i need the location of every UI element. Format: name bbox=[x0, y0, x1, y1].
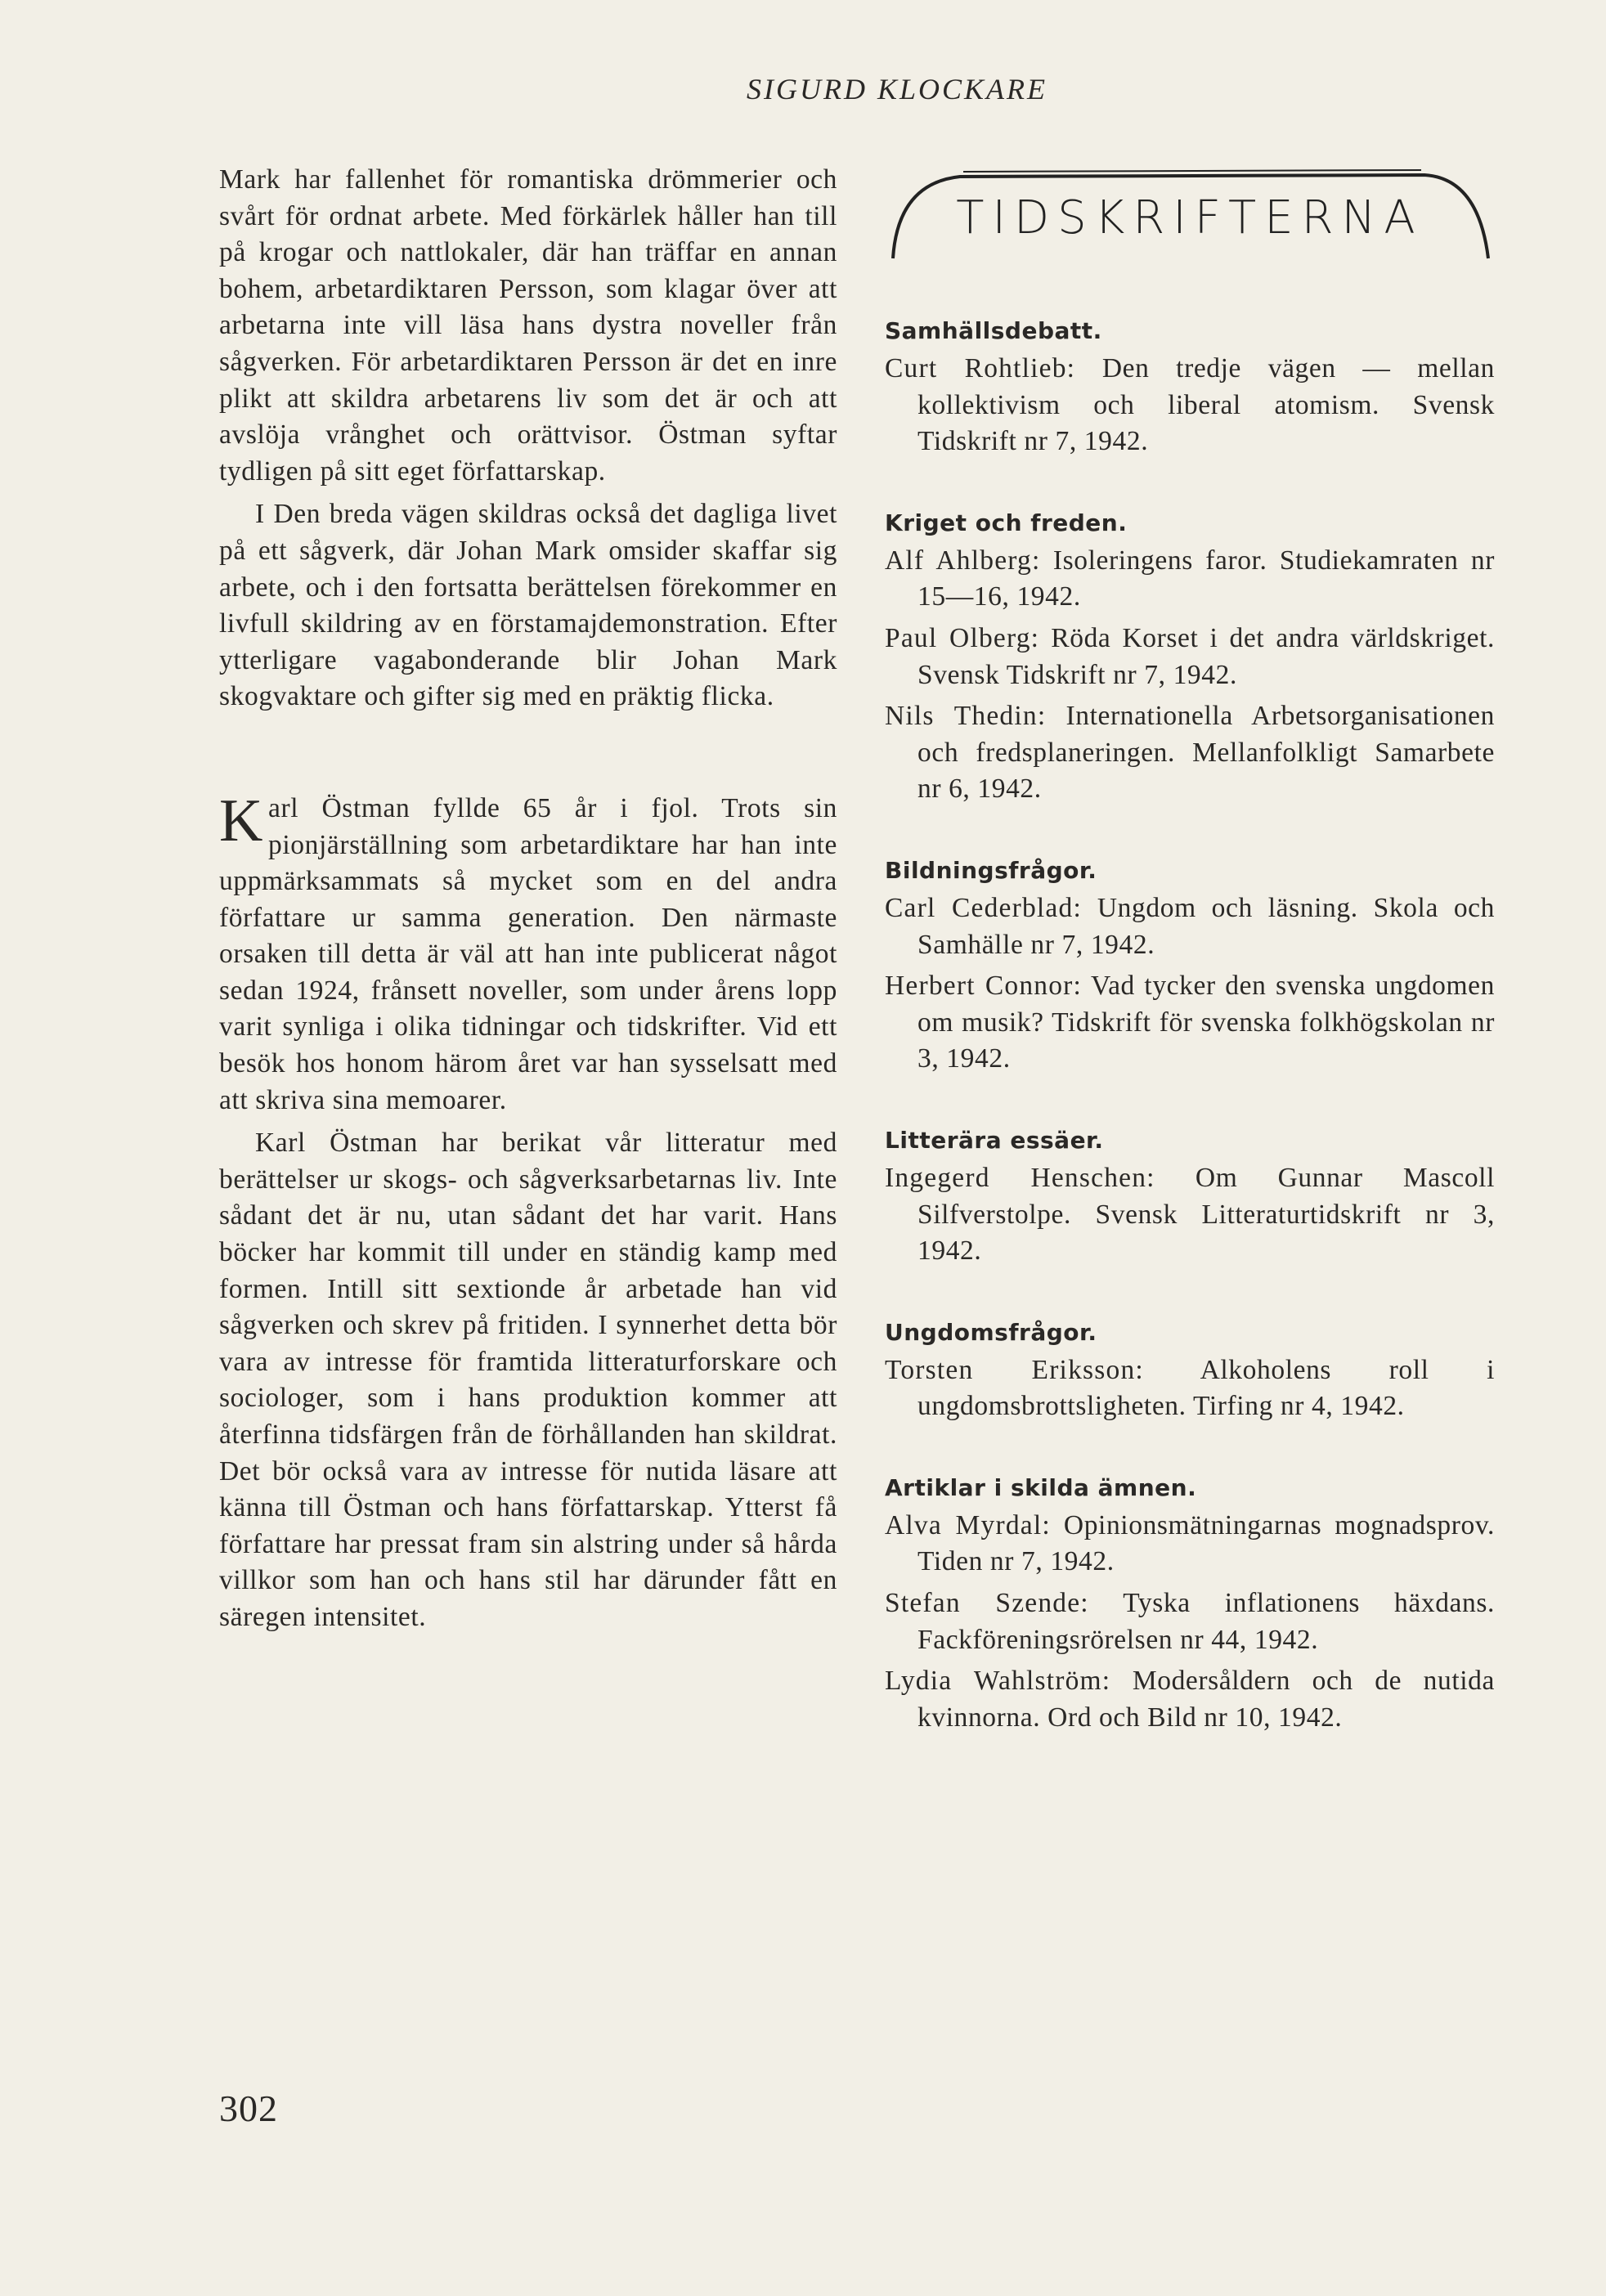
entry-text: Opinionsmätningarnas mognadsprov. Tiden nr 7, 1942. bbox=[917, 1509, 1496, 1577]
entry-author: Paul Olberg: bbox=[885, 622, 1040, 653]
entry-author: Carl Cederblad: bbox=[885, 892, 1082, 923]
entry-text: Internationella Arbetsorganisationen och fredsplaneringen. Mellanfolkligt Samarbete nr 6, 1942. bbox=[917, 701, 1495, 805]
category-heading: Ungdomsfrågor. bbox=[885, 1318, 1097, 1346]
category-section bbox=[885, 1127, 1495, 1270]
entry-author: Stefan Szende: bbox=[885, 1588, 1089, 1619]
entry-text: Ungdom och läsning. Skola och Samhälle nr 7, 1942. bbox=[917, 892, 1495, 960]
category-heading: Litterära essäer. bbox=[885, 1126, 1104, 1154]
entry-text: Isoleringens faror. Studiekamraten nr 15—16, 1942. bbox=[917, 545, 1495, 612]
entry-text: Den tredje vägen — mellan kollektivism och liberal atomism. Svensk Tidskrift nr 7, 1942. bbox=[917, 353, 1495, 457]
entry-author: Nils Thedin: bbox=[885, 701, 1047, 732]
bibliography-entry bbox=[885, 621, 1495, 693]
periodicals-column bbox=[885, 162, 1495, 1785]
category-heading: Bildningsfrågor. bbox=[885, 856, 1097, 884]
category-section bbox=[885, 317, 1495, 460]
category-heading: Samhällsdebatt. bbox=[885, 317, 1102, 344]
entry-author: Ingegerd Henschen: bbox=[885, 1162, 1155, 1193]
entry-author: Curt Rohtlieb: bbox=[885, 353, 1076, 383]
entry-author: Alf Ahlberg: bbox=[885, 545, 1041, 576]
bibliography-entry bbox=[885, 1352, 1495, 1425]
entry-text: Alkoholens roll i ungdomsbrottsligheten. Tirfing nr 4, 1942. bbox=[917, 1354, 1495, 1422]
entry-text: Tyska inflationens häxdans. Fackföreningsrörelsen nr 44, 1942. bbox=[917, 1588, 1495, 1655]
category-section bbox=[885, 1474, 1495, 1737]
section-opening-paragraph bbox=[219, 787, 837, 1119]
bibliography-entry bbox=[885, 1585, 1495, 1658]
masthead bbox=[885, 162, 1495, 260]
bibliography-entry bbox=[885, 1160, 1495, 1270]
category-section bbox=[885, 1319, 1495, 1425]
category-section bbox=[885, 509, 1495, 808]
bibliography-entry bbox=[885, 351, 1495, 460]
entry-text: Röda Korset i det andra världskriget. Svensk Tidskrift nr 7, 1942. bbox=[917, 622, 1495, 690]
entry-text: Vad tycker den svenska ungdomen om musik? Tidskrift för svenska folkhögskolan nr 3, 1942. bbox=[917, 971, 1495, 1074]
bibliography-entry bbox=[885, 698, 1495, 808]
bibliography-entry bbox=[885, 968, 1495, 1078]
bibliography-entry bbox=[885, 1508, 1495, 1581]
paragraph: Mark har fallenhet för romantiska drömmerier och svårt för ordnat arbete. Med förkärlek håller han till på krogar och nattlokaler, där han träffar en annan bohem, arbetardiktaren Persson, som klagar över att arbetarna inte vill läsa hans dystra noveller från sågverken. För arbetardiktaren Persson är det en inre plikt att skildra arbetarens liv som det är och att avslöja vrånghet och orättvisor. Östman syftar tydligen på sitt eget författarskap. bbox=[219, 164, 837, 487]
paragraph: Karl Östman har berikat vår litteratur med berättelser ur skogs- och sågverksarbetarnas liv. Inte sådant det är nu, utan sådant det har varit. Hans böcker har kommit till under en ständig kamp med formen. Intill sitt sextionde år arbetade han vid sågverken och skrev på fritiden. I synnerhet detta bör vara av intresse för framtida litteraturforskare och sociologer, som i hans produktion kommer att återfinna tidsfärgen från de förhållanden han skildrat. Det bör också vara av intresse för nutida läsare att känna till Östman och hans författarskap. Ytterst få författare har pressat fram sin alstring under så hårda villkor som han och hans stil har därunder fått en säregen intensitet. bbox=[219, 1128, 837, 1632]
paragraph: I Den breda vägen skildras också det dagliga livet på ett sågverk, där Johan Mark omsider skaffar sig arbete, och i den fortsatta berättelsen förekommer en livfull skildring av en förstamajdemonstration. Efter ytterligare vagabonderande blir Johan Mark skogvaktare och gifter sig med en präktig flicka. bbox=[219, 499, 837, 712]
entry-author: Torsten Eriksson: bbox=[885, 1354, 1144, 1385]
page-number: 302 bbox=[219, 2087, 278, 2129]
running-head: SIGURD KLOCKARE bbox=[747, 73, 1047, 105]
entry-author: Alva Myrdal: bbox=[885, 1509, 1051, 1540]
paragraph-text: arl Östman fyllde 65 år i fjol. Trots sin pionjärställning som arbetardiktare har han inte uppmärksammats så mycket som en del andra författare ur samma generation. Den närmaste orsaken till detta är väl att han inte publicerat något sedan 1924, frånsett noveller, som under årens lopp varit synliga i olika tidningar och tidskrifter. Vid ett besök hos honom härom året var han sysselsatt med att skriva sina memoarer. bbox=[219, 792, 837, 1115]
entry-text: Modersåldern och de nutida kvinnorna. Ord och Bild nr 10, 1942. bbox=[917, 1666, 1495, 1733]
category-section bbox=[885, 857, 1495, 1078]
category-heading: Artiklar i skilda ämnen. bbox=[885, 1473, 1197, 1501]
bibliography-entry bbox=[885, 543, 1495, 616]
article-body bbox=[219, 162, 837, 1636]
masthead-title: TIDSKRIFTERNA bbox=[956, 191, 1424, 244]
entry-text: Om Gunnar Mascoll Silfverstolpe. Svensk Litteraturtidskrift nr 3, 1942. bbox=[917, 1162, 1495, 1267]
entry-author: Herbert Connor: bbox=[885, 971, 1083, 1002]
entry-author: Lydia Wahlström: bbox=[885, 1666, 1111, 1697]
bibliography-entry bbox=[885, 890, 1495, 963]
drop-cap: K bbox=[219, 787, 264, 854]
category-heading: Kriget och freden. bbox=[885, 509, 1128, 536]
bibliography-entry bbox=[885, 1663, 1495, 1736]
